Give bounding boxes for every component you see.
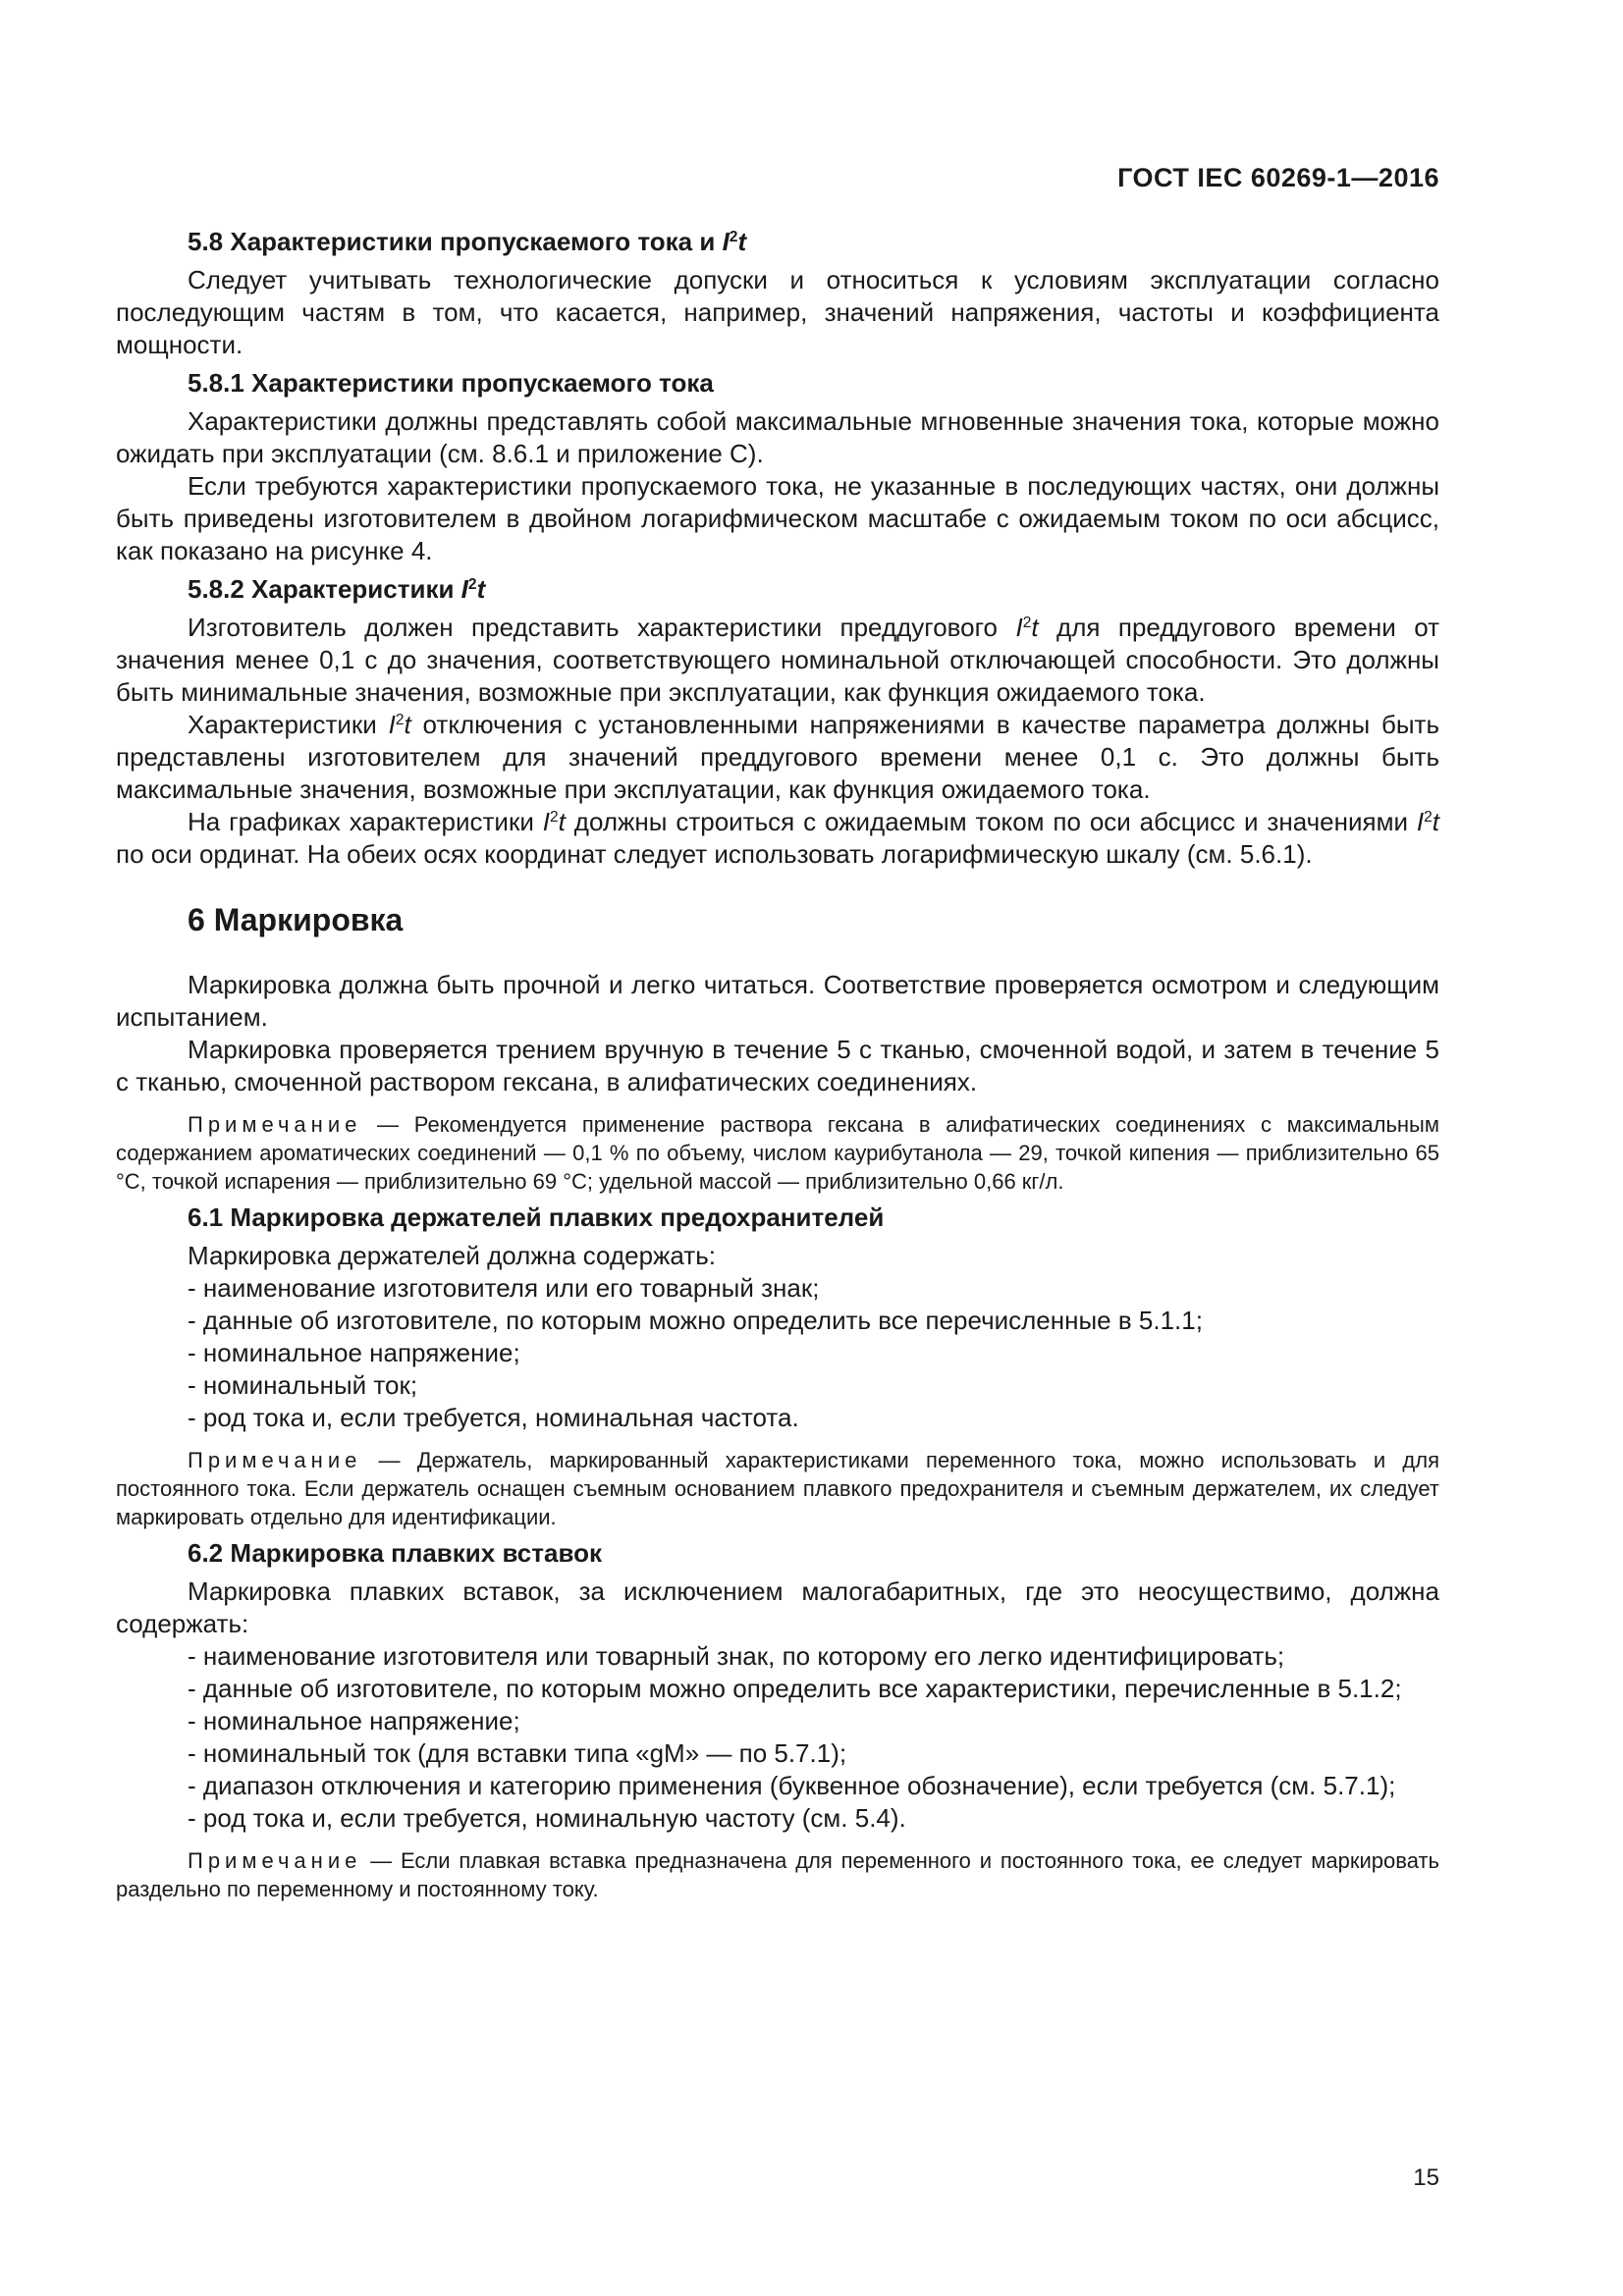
section-6-paragraph-2: Маркировка проверяется трением вручную в течение 5 с тканью, смоченной водой, и затем в течение 5 с тканью, смоченной раствором гексана, в алифатических соединениях. bbox=[116, 1035, 1439, 1096]
list-item: - наименование изготовителя или его товарный знак; bbox=[188, 1273, 820, 1303]
section-5-8-1-heading: 5.8.1 Характеристики пропускаемого тока bbox=[188, 368, 714, 398]
section-5-8-2-paragraph-2: Характеристики $I^2t$ отключения с установленными напряжениями в качестве параметра должны быть представлены изготовителем для значений преддугового времени менее 0,1 с. Это должны быть максимальные значения, возможные при эксплуатации, как функция ожидаемого тока. bbox=[116, 710, 1439, 804]
page-number: 15 bbox=[1413, 2164, 1439, 2191]
section-5-8-1-paragraph-2: Если требуются характеристики пропускаемого тока, не указанные в последующих частях, они должны быть приведены изготовителем в двойном логарифмическом масштабе с ожидаемым током по оси абсцисс, как показано на рисунке 4. bbox=[116, 471, 1439, 565]
standard-code-header: ГОСТ IEC 60269-1—2016 bbox=[1117, 163, 1439, 192]
list-item: - данные об изготовителе, по которым можно определить все перечисленные в 5.1.1; bbox=[188, 1306, 1203, 1335]
list-item: - род тока и, если требуется, номинальную частоту (см. 5.4). bbox=[188, 1803, 906, 1833]
section-5-8-2-heading: 5.8.2 Характеристики $I^2t$ bbox=[188, 574, 486, 604]
list-item: - род тока и, если требуется, номинальная частота. bbox=[188, 1403, 799, 1432]
section-6-1-note: Примечание — Держатель, маркированный характеристиками переменного тока, можно использовать и для постоянного тока. Если держатель оснащен съемным основанием плавкого предохранителя и съемным держателем, их следует маркировать отдельно для идентификации. bbox=[116, 1448, 1439, 1529]
section-5-8-heading: 5.8 Характеристики пропускаемого тока и $I^2t$ bbox=[188, 227, 747, 256]
section-6-1-heading: 6.1 Маркировка держателей плавких предохранителей bbox=[188, 1202, 885, 1232]
section-6-2-note: Примечание — Если плавкая вставка предназначена для переменного и постоянного тока, ее следует маркировать раздельно по переменному и постоянному току. bbox=[116, 1848, 1439, 1901]
list-item: - номинальное напряжение; bbox=[188, 1338, 520, 1367]
page-content bbox=[116, 226, 1439, 1903]
section-6-note: Примечание — Рекомендуется применение раствора гексана в алифатических соединениях с максимальным содержанием ароматических соединений — 0,1 % по объему, числом каурибутанола — 29, точкой кипения — приблизительно 65 °C, точкой испарения — приблизительно 69 °C; удельной массой — приблизительно 0,66 кг/л. bbox=[116, 1112, 1439, 1194]
list-item: - номинальный ток; bbox=[188, 1370, 418, 1400]
section-6-paragraph-1: Маркировка должна быть прочной и легко читаться. Соответствие проверяется осмотром и следующим испытанием. bbox=[116, 970, 1439, 1032]
list-item: - диапазон отключения и категорию применения (буквенное обозначение), если требуется (см. 5.7.1); bbox=[188, 1771, 1396, 1800]
section-5-8-2-paragraph-1: Изготовитель должен представить характеристики преддугового $I^2t$ для преддугового времени от значения менее 0,1 с до значения, соответствующего номинальной отключающей способности. Это должны быть минимальные значения, возможные при эксплуатации, как функция ожидаемого тока. bbox=[116, 613, 1439, 707]
section-6-1-intro: Маркировка держателей должна содержать: bbox=[188, 1241, 716, 1270]
section-5-8-2-paragraph-3: На графиках характеристики $I^2t$ должны строиться с ожидаемым током по оси абсцисс и значениями $I^2t$ по оси ординат. На обеих осях координат следует использовать логарифмическую шкалу (см. 5.6.1). bbox=[116, 807, 1440, 869]
list-item: - номинальное напряжение; bbox=[188, 1706, 520, 1735]
list-item: - данные об изготовителе, по которым можно определить все характеристики, перечисленные в 5.1.2; bbox=[188, 1674, 1402, 1703]
section-5-8-paragraph: Следует учитывать технологические допуски и относиться к условиям эксплуатации согласно последующим частям в том, что касается, например, значений напряжения, частоты и коэффициента мощности. bbox=[116, 265, 1439, 359]
section-6-heading: 6 Маркировка bbox=[188, 902, 404, 937]
section-6-2-intro: Маркировка плавких вставок, за исключением малогабаритных, где это неосуществимо, должна содержать: bbox=[116, 1576, 1439, 1638]
list-item: - номинальный ток (для вставки типа «gM» — по 5.7.1); bbox=[188, 1738, 847, 1768]
section-5-8-1-paragraph-1: Характеристики должны представлять собой максимальные мгновенные значения тока, которые можно ожидать при эксплуатации (см. 8.6.1 и приложение C). bbox=[116, 406, 1439, 468]
list-item: - наименование изготовителя или товарный знак, по которому его легко идентифицировать; bbox=[188, 1641, 1285, 1671]
section-6-2-heading: 6.2 Маркировка плавких вставок bbox=[188, 1538, 602, 1568]
